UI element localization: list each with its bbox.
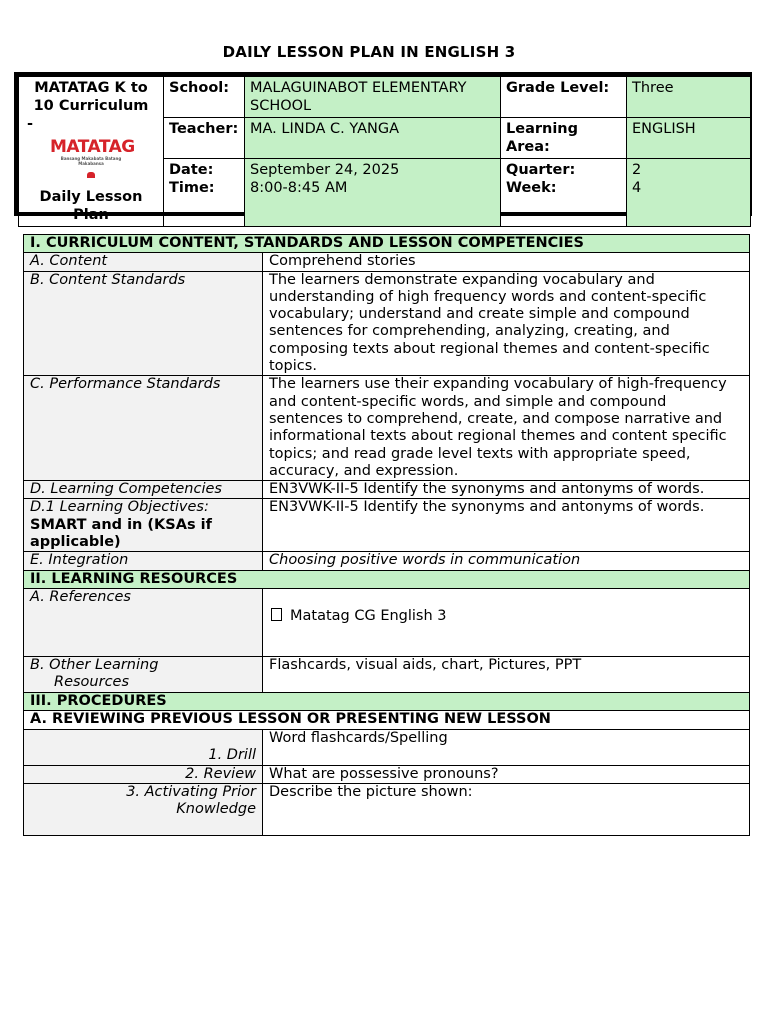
section-3a-subheading: A. REVIEWING PREVIOUS LESSON OR PRESENTING NEW LESSON [24, 711, 750, 729]
logo-text: MATATAG [50, 137, 135, 157]
activating-prior-knowledge-value: Describe the picture shown: [263, 783, 750, 835]
date-time-labels [164, 159, 245, 227]
learning-objectives-title: D.1 Learning Objectives: [30, 499, 209, 516]
logo-subtext: Bansang Makabata Batang Makabansa [60, 156, 122, 166]
integration-value: Choosing positive words in communication [263, 552, 750, 570]
date-label: Date: [169, 162, 214, 178]
learning-objectives-label [24, 499, 263, 552]
integration-label: E. Integration [24, 552, 263, 570]
header-table [14, 72, 752, 223]
lesson-table [23, 234, 749, 836]
section-2-heading: II. LEARNING RESOURCES [24, 570, 750, 588]
checkbox-glyph-icon [271, 608, 282, 621]
learning-competencies-label: D. Learning Competencies [24, 481, 263, 499]
week-value: 4 [632, 180, 642, 196]
references-label: A. References [24, 588, 263, 656]
school-label: School: [164, 77, 245, 118]
performance-standards-value [263, 376, 750, 481]
review-value: What are possessive pronouns? [263, 765, 750, 783]
week-label: Week: [506, 180, 557, 196]
time-label: Time: [169, 180, 215, 196]
content-value: Comprehend stories [263, 253, 750, 271]
reference-item: Matatag CG English 3 [290, 607, 447, 624]
date-value: September 24, 2025 [250, 162, 400, 178]
date-time-values [245, 159, 501, 227]
activating-prior-knowledge-label: 3. Activating Prior Knowledge [24, 783, 263, 835]
quarter-value: 2 [632, 162, 642, 178]
page-title: DAILY LESSON PLAN IN ENGLISH 3 [222, 43, 516, 61]
learning-objectives-value: EN3VWK-II-5 Identify the synonyms and antonyms of words. [263, 499, 750, 552]
section-3-heading: III. PROCEDURES [24, 692, 750, 710]
drill-label: 1. Drill [24, 729, 263, 765]
other-resources-label: B. Other Learning Resources [24, 656, 263, 692]
drill-value: Word flashcards/Spelling [263, 729, 750, 765]
heart-icon [87, 172, 95, 178]
section-1-heading: I. CURRICULUM CONTENT, STANDARDS AND LESSON COMPETENCIES [24, 235, 750, 253]
performance-standards-line-2: sentences to comprehend, create, and compose narrative and informational texts about regional themes and content specific topics; and read grade level texts with appropriate speed, accuracy, and expression. [269, 410, 727, 479]
curriculum-dash: - [27, 116, 34, 132]
daily-lesson-plan-label: Daily Lesson Plan [39, 189, 143, 223]
performance-standards-line-1: The learners use their expanding vocabulary of high-frequency and content-specific words, and simple and compound [269, 376, 727, 410]
time-value: 8:00-8:45 AM [250, 180, 348, 196]
learning-objectives-smart: SMART and in (KSAs if applicable) [30, 516, 212, 551]
performance-standards-label: C. Performance Standards [24, 376, 263, 481]
content-standards-label: B. Content Standards [24, 271, 263, 376]
quarter-week-values [627, 159, 751, 227]
content-standards-value: The learners demonstrate expanding vocabulary and understanding of high frequency words and content-specific vocabulary; understand and create simple and compound sentences for comprehending, analyzing, creating, and composing texts about regional themes and content-specific topics. [263, 271, 750, 376]
learning-competencies-value: EN3VWK-II-5 Identify the synonyms and antonyms of words. [263, 481, 750, 499]
area-label: Learning Area: [501, 118, 627, 159]
area-value: ENGLISH [627, 118, 751, 159]
teacher-label: Teacher: [164, 118, 245, 159]
curriculum-title: MATATAG K to 10 Curriculum [33, 80, 149, 114]
quarter-label: Quarter: [506, 162, 576, 178]
references-value [263, 588, 750, 656]
quarter-week-labels [501, 159, 627, 227]
content-label: A. Content [24, 253, 263, 271]
matatag-logo [50, 137, 135, 184]
grade-label: Grade Level: [501, 77, 627, 118]
review-label: 2. Review [24, 765, 263, 783]
grade-value: Three [627, 77, 751, 118]
curriculum-cell [19, 77, 164, 227]
other-resources-value: Flashcards, visual aids, chart, Pictures, PPT [263, 656, 750, 692]
teacher-value: MA. LINDA C. YANGA [245, 118, 501, 159]
school-value: MALAGUINABOT ELEMENTARY SCHOOL [245, 77, 501, 118]
